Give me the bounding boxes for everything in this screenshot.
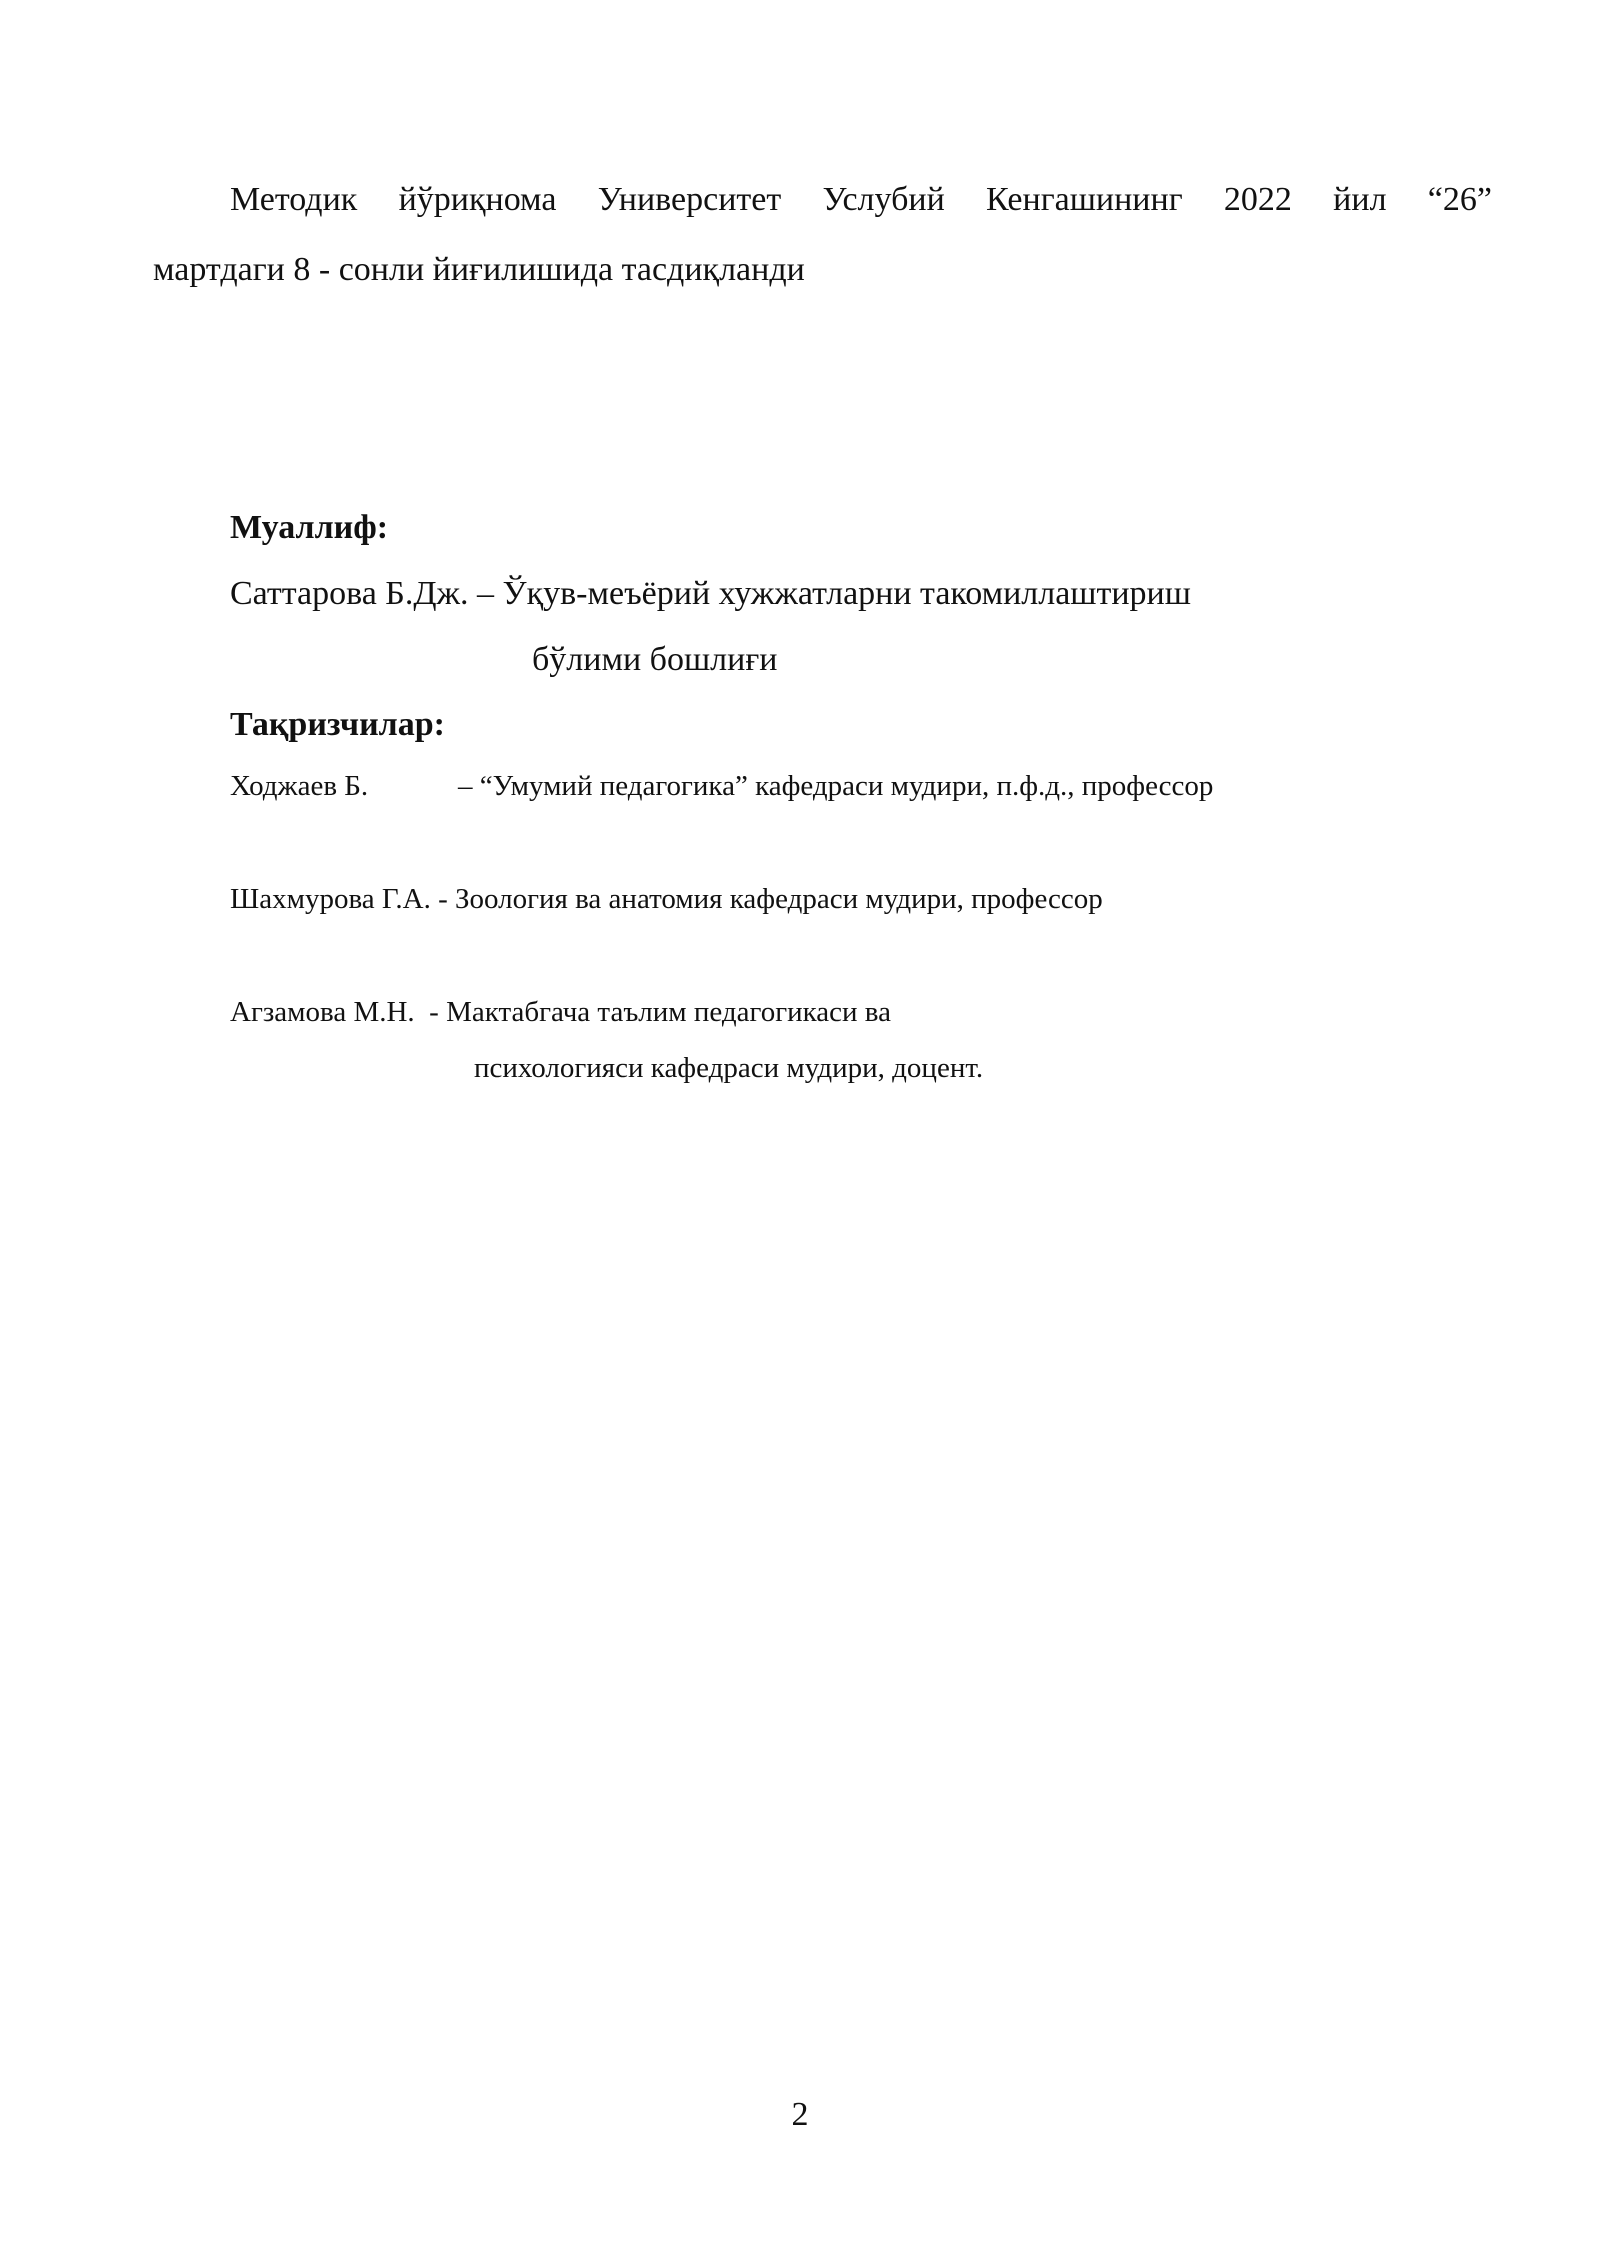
reviewers-heading: Тақризчилар: (230, 706, 445, 743)
reviewer-1-name: Ходжаев Б. (230, 770, 369, 802)
author-line-1: Саттарова Б.Дж. – Ўқув-меъёрий хужжатларни такомиллаштириш (230, 575, 1191, 612)
approval-line-2: мартдаги 8 - сонли йиғилишида тасдиқланди (153, 251, 805, 288)
reviewer-2: Шахмурова Г.А. - Зоология ва анатомия кафедраси мудири, профессор (230, 883, 1103, 915)
author-line-2: бўлими бошлиғи (532, 641, 778, 678)
reviewer-3-line-2: психологияси кафедраси мудири, доцент. (474, 1052, 984, 1084)
reviewer-1-desc: – “Умумий педагогика” кафедраси мудири, п.ф.д., профессор (458, 770, 1214, 802)
author-heading: Муаллиф: (230, 509, 389, 546)
approval-line-1: Методик йўриқнома Университет Услубий Кенгашининг 2022 йил “26” (230, 181, 1492, 218)
page-number: 2 (791, 2096, 809, 2133)
reviewer-3-line-1: Агзамова М.Н. - Мактабгача таълим педагогикаси ва (230, 996, 891, 1028)
